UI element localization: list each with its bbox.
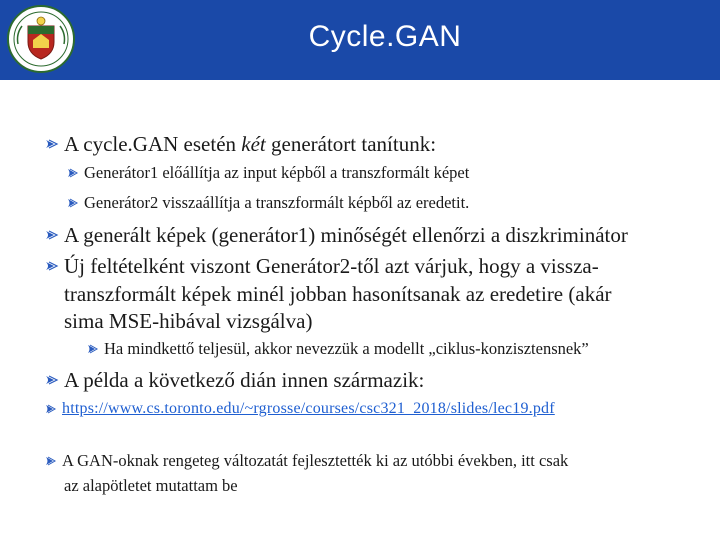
bullet-arrow-icon — [44, 398, 58, 420]
bullet-text: A cycle.GAN esetén két generátort tanítunk: — [64, 132, 437, 156]
bullet-arrow-icon — [44, 450, 58, 472]
bullet-text: transzformált képek minél jobban hasonítsanak az eredetire (akár — [64, 282, 612, 306]
bullet-discriminator — [44, 222, 628, 248]
bullet-text: Ha mindkettő teljesül, akkor nevezzük a modellt „ciklus-konzisztensnek” — [104, 339, 589, 358]
bullet-text: Generátor1 előállítja az input képből a transzformált képet — [84, 163, 470, 182]
bullet-text: Új feltételként viszont Generátor2-től azt várjuk, hogy a vissza- — [64, 254, 599, 278]
bullet-arrow-icon — [66, 192, 80, 214]
bullet-arrow-icon — [44, 131, 60, 157]
source-link[interactable]: https://www.cs.toronto.edu/~rgrosse/courses/csc321_2018/slides/lec19.pdf — [62, 400, 555, 417]
bullet-source-link — [44, 398, 555, 420]
bullet-text: sima MSE-hibával vizsgálva) — [64, 309, 313, 333]
slide-title: Cycle.GAN — [308, 20, 462, 53]
sub-bullet-cycle-consistent — [86, 338, 589, 360]
bullet-two-generators — [44, 131, 436, 157]
bullet-cycle-condition-line2 — [64, 281, 612, 307]
bullet-example-source — [44, 367, 424, 393]
bullet-text: Generátor2 visszaállítja a transzformált képből az eredetit. — [84, 193, 470, 212]
sub-bullet-generator1 — [66, 162, 469, 184]
bullet-arrow-icon — [44, 367, 60, 393]
bullet-gan-variants-line2 — [64, 475, 238, 497]
bullet-text: az alapötletet mutattam be — [64, 476, 238, 495]
bullet-text: A GAN-oknak rengeteg változatát fejlesztették ki az utóbbi években, itt csak — [62, 451, 569, 470]
bullet-arrow-icon — [86, 338, 100, 360]
bullet-cycle-condition — [44, 253, 599, 279]
bullet-text: A példa a következő dián innen származik: — [64, 368, 425, 392]
bullet-cycle-condition-line3 — [64, 308, 312, 334]
bullet-text: A generált képek (generátor1) minőségét ellenőrzi a diszkriminátor — [64, 223, 628, 247]
sub-bullet-generator2 — [66, 192, 469, 214]
bullet-arrow-icon — [44, 253, 60, 279]
emphasis-text: két — [241, 132, 266, 156]
bullet-arrow-icon — [66, 162, 80, 184]
bullet-gan-variants — [44, 450, 568, 472]
bullet-arrow-icon — [44, 222, 60, 248]
